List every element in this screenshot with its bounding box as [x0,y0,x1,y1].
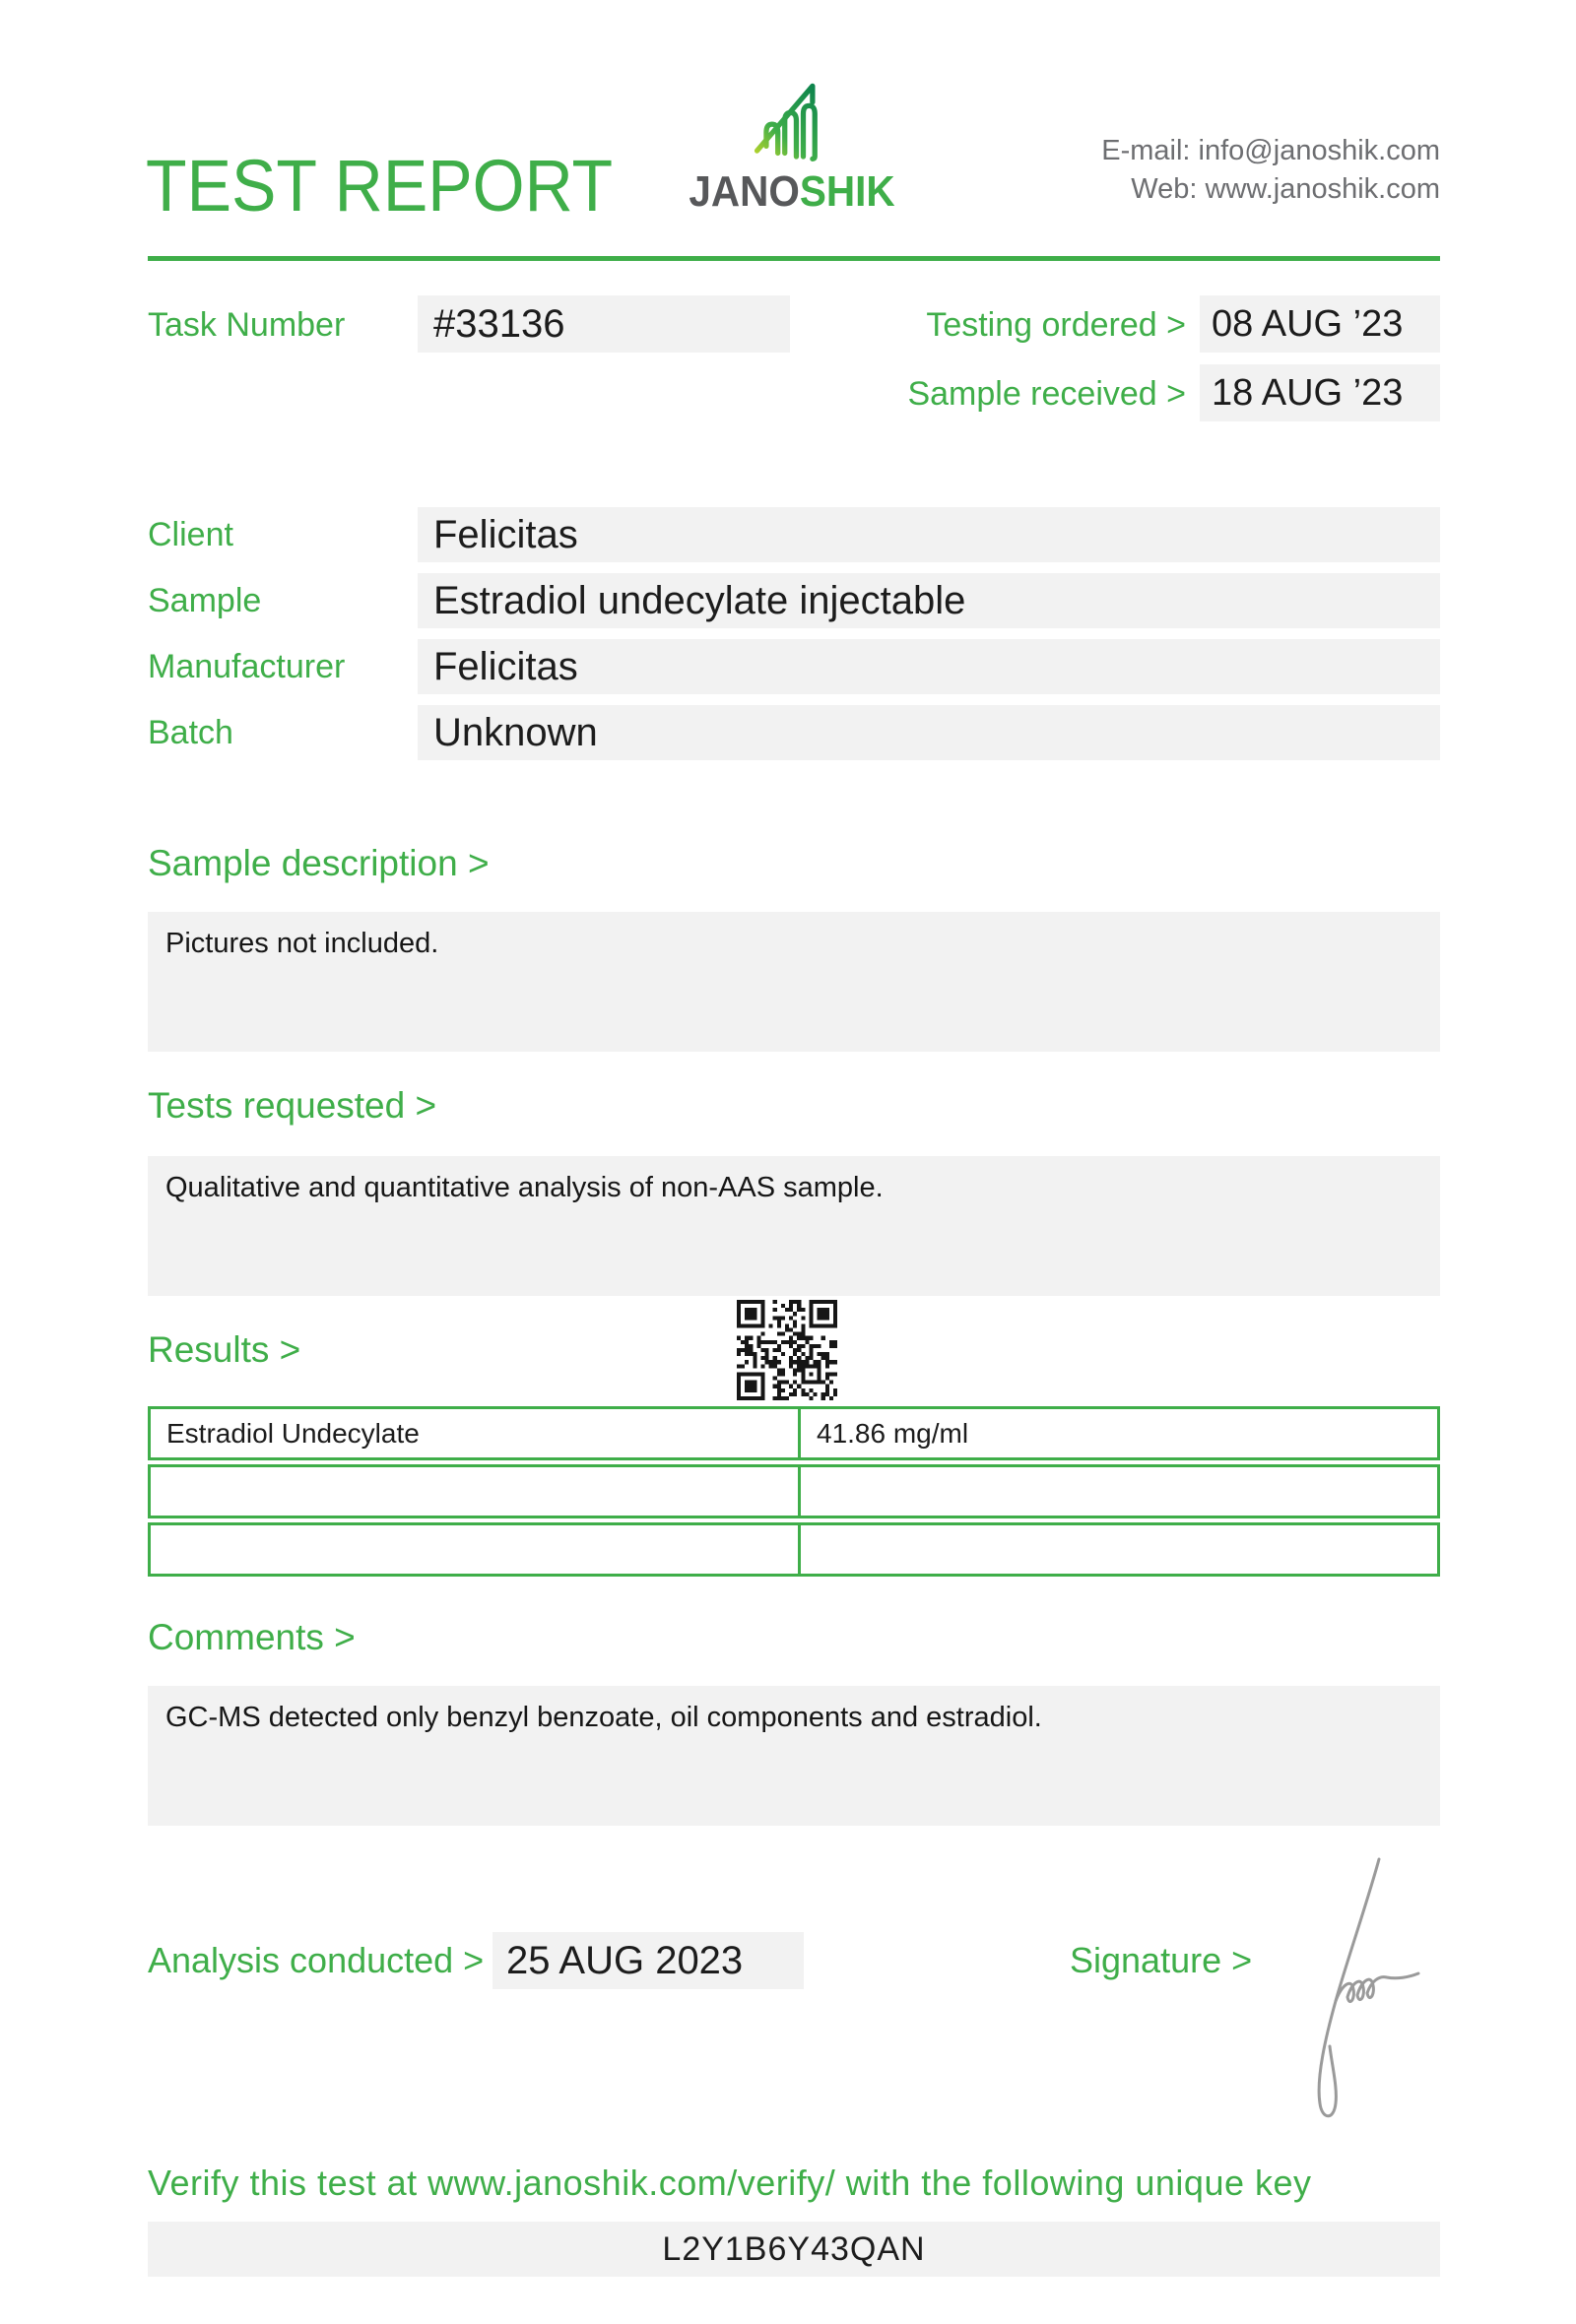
client-label: Client [148,516,233,553]
logo-text-jano: JANO [689,167,800,216]
comments-heading: Comments > [148,1617,356,1657]
client-value: Felicitas [418,507,1440,562]
logo-text-shik: SHIK [799,167,895,216]
tests-requested-heading: Tests requested > [148,1085,437,1126]
sample-received-value: 18 AUG ’23 [1200,364,1440,421]
batch-value: Unknown [418,705,1440,760]
result-value: 41.86 mg/ml [817,1418,969,1449]
analysis-conducted-date: 25 AUG 2023 [492,1932,804,1989]
results-heading: Results > [148,1329,301,1370]
result-name: Estradiol Undecylate [151,1409,801,1457]
result-name [151,1467,801,1516]
growth-chart-icon [741,77,839,168]
manufacturer-label: Manufacturer [148,648,346,685]
sample-description-heading: Sample description > [148,843,490,883]
verify-key: L2Y1B6Y43QAN [148,2222,1440,2277]
signature-image [1273,1851,1426,2138]
verify-instruction: Verify this test at www.janoshik.com/verify/ with the following unique key [148,2163,1312,2203]
logo-wordmark [687,167,896,217]
sample-label: Sample [148,582,262,619]
result-value [801,1525,1437,1574]
result-value [801,1467,1437,1516]
manufacturer-value: Felicitas [418,639,1440,694]
task-number-label: Task Number [148,306,346,344]
signature-label: Signature > [1070,1940,1253,1980]
testing-ordered-label: Testing ordered > [926,306,1186,344]
contact-block [1101,132,1440,209]
results-row-3 [148,1522,1440,1577]
task-number-value: #33136 [418,295,790,353]
header-divider [148,256,1440,261]
qr-code [737,1300,837,1400]
comments-box: GC-MS detected only benzyl benzoate, oil components and estradiol. [148,1686,1440,1826]
contact-email: E-mail: info@janoshik.com [1101,135,1440,166]
analysis-conducted-label: Analysis conducted > [148,1940,485,1980]
page-title: TEST REPORT [146,145,614,226]
results-row-1 [148,1406,1440,1460]
sample-received-label: Sample received > [907,375,1186,413]
testing-ordered-value: 08 AUG ’23 [1200,295,1440,353]
sample-value: Estradiol undecylate injectable [418,573,1440,628]
contact-web: Web: www.janoshik.com [1131,173,1440,205]
results-row-2 [148,1464,1440,1518]
sample-description-box: Pictures not included. [148,912,1440,1052]
result-name [151,1525,801,1574]
batch-label: Batch [148,714,233,751]
tests-requested-box: Qualitative and quantitative analysis of non-AAS sample. [148,1156,1440,1296]
